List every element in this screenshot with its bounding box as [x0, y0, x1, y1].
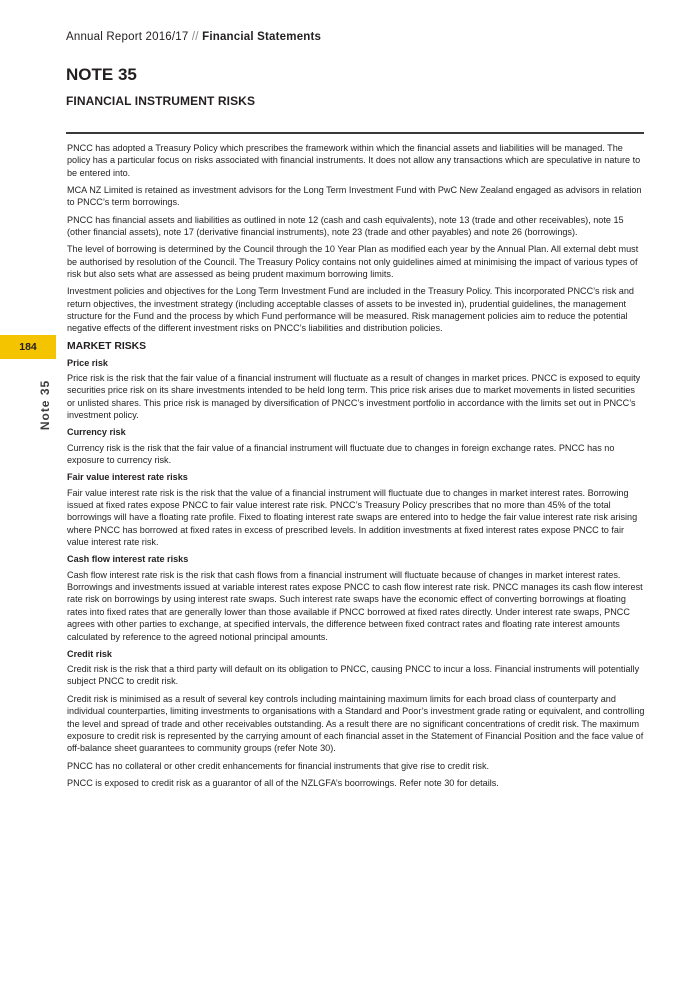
- page-number: 184: [19, 341, 37, 353]
- page-number-tab: [0, 335, 56, 359]
- section-title: Financial Statements: [202, 31, 322, 43]
- price-risk-heading: Price risk: [67, 357, 108, 368]
- running-header: [66, 31, 321, 43]
- credit-risk-text: PNCC is exposed to credit risk as a guarantor of all of the NZLGFA’s boorrowings. Refer note 30 for details.: [67, 777, 499, 788]
- note-body: [67, 142, 645, 794]
- cash-flow-risk-heading: Cash flow interest rate risks: [67, 554, 189, 565]
- intro-paragraph: The level of borrowing is determined by the Council through the 10 Year Plan as modified each year by the Annual Plan. All external debt must be authorised by resolution of the Council. The Treasury Policy contains not only guidelines aimed at minimising the impact of various types of risk but also sets what are assessed as being prudent maximum borrowing limits.: [67, 244, 639, 280]
- currency-risk-text: Currency risk is the risk that the fair value of a financial instrument will fluctuate due to changes in foreign exchange rates. PNCC has no exposure to currency risk.: [67, 442, 615, 466]
- fair-value-risk-text: Fair value interest rate risk is the risk that the value of a financial instrument will fluctuate due to changes in market interest rates. Borrowing issued at fixed rates expose PNCC to fair value interest rate risk. PNCC’s Treasury Policy prescribes that no more than 45% of the total borrowings will have a floating rate profile. Fixed to floating interest rate swaps are entered into to hedge the fair value interest rate risk arising where PNCC has borrowed at fixed rates in excess of prescribed levels. In addition investments at fixed interest rates expose PNCC to fair value interest rate risk.: [67, 487, 638, 548]
- cash-flow-risk-text: Cash flow interest rate risk is the risk that cash flows from a financial instrument will fluctuate because of changes in market interest rates. Borrowings and investments issued at variable interest rates expose PNCC to cash flow interest rate risk. PNCC manages its cash flow interest rate risk on borrowings by using interest rate swaps. Such interest rate swaps have the economic effect of converting borrowings at floating rates into fixed rates that are generally lower than those available if PNCC borrowed at fixed rates directly. Under interest rate swaps, PNCC agrees with other parties to exchange, at specified intervals, the difference between fixed contract rates and floating rate interest amounts calculated by reference to the agreed notional principal amounts.: [67, 569, 643, 642]
- intro-paragraph: PNCC has financial assets and liabilities as outlined in note 12 (cash and cash equivalents), note 13 (trade and other receivables), note 15 (other financial assets), note 17 (derivative financial instruments), note 23 (trade and other payables) and note 26 (borrowings).: [67, 214, 624, 238]
- currency-risk-heading: Currency risk: [67, 427, 126, 438]
- intro-paragraph: MCA NZ Limited is retained as investment advisors for the Long Term Investment Fund with PwC New Zealand engaged as advisors in relation to PNCC’s term borrowings.: [67, 185, 642, 208]
- side-note-label: Note 35: [38, 379, 52, 431]
- header-separator: //: [191, 31, 199, 43]
- credit-risk-heading: Credit risk: [67, 648, 112, 659]
- note-subtitle: FINANCIAL INSTRUMENT RISKS: [66, 94, 256, 108]
- price-risk-text: Price risk is the risk that the fair value of a financial instrument will fluctuate as a result of changes in market prices. PNCC is exposed to equity securities price risk on its share investments intended to be held long term. This price risk arises due to market movements in listed securities or unlisted shares. This price risk is managed by diversification of PNCC’s investment portfolio in accordance with the limits set out in PNCC’s investment policy.: [67, 373, 641, 421]
- report-title: Annual Report 2016/17: [66, 31, 189, 43]
- fair-value-risk-heading: Fair value interest rate risks: [67, 472, 188, 483]
- note-title: NOTE 35: [66, 65, 137, 84]
- intro-paragraph: PNCC has adopted a Treasury Policy which prescribes the framework within which the financial assets and liabilities will be managed. The policy has a particular focus on risks associated with financial instruments. It does not allow any transactions which are speculative in nature to be entered into.: [67, 143, 641, 178]
- credit-risk-text: PNCC has no collateral or other credit enhancements for financial instruments that give rise to credit risk.: [67, 760, 490, 771]
- title-rule: [66, 132, 644, 134]
- credit-risk-text: Credit risk is minimised as a result of several key controls including maintaining maximum limits for each broad class of counterparty and individual counterparties, limiting investments to organisations with a Standard and Poor’s investment grade rating or equivalent, and controlling the level and spread of trade and other receivables outstanding. As a result there are no significant concentrations of credit risk. The maximum exposure to credit risk is represented by the carrying amount of each financial asset in the Statement of Financial Position and the face value of off-balance sheet guarantees to community groups (refer Note 30).: [67, 693, 645, 754]
- credit-risk-text: Credit risk is the risk that a third party will default on its obligation to PNCC, causing PNCC to incur a loss. Financial instruments will potentially subject PNCC to credit risk.: [67, 664, 640, 687]
- intro-paragraph: Investment policies and objectives for the Long Term Investment Fund are included in the Treasury Policy. This incorporated PNCC’s risk and return objectives, the investment strategy (including acceptable classes of assets to be invested in), prudential guidelines, the management structure for the Fund and the process by which Fund performance will be measured. Risk management policies aim to reduce the potential negative effects of the different investment risks on PNCC’s liabilities and distribution policies.: [67, 286, 634, 334]
- market-risks-heading: MARKET RISKS: [67, 340, 147, 352]
